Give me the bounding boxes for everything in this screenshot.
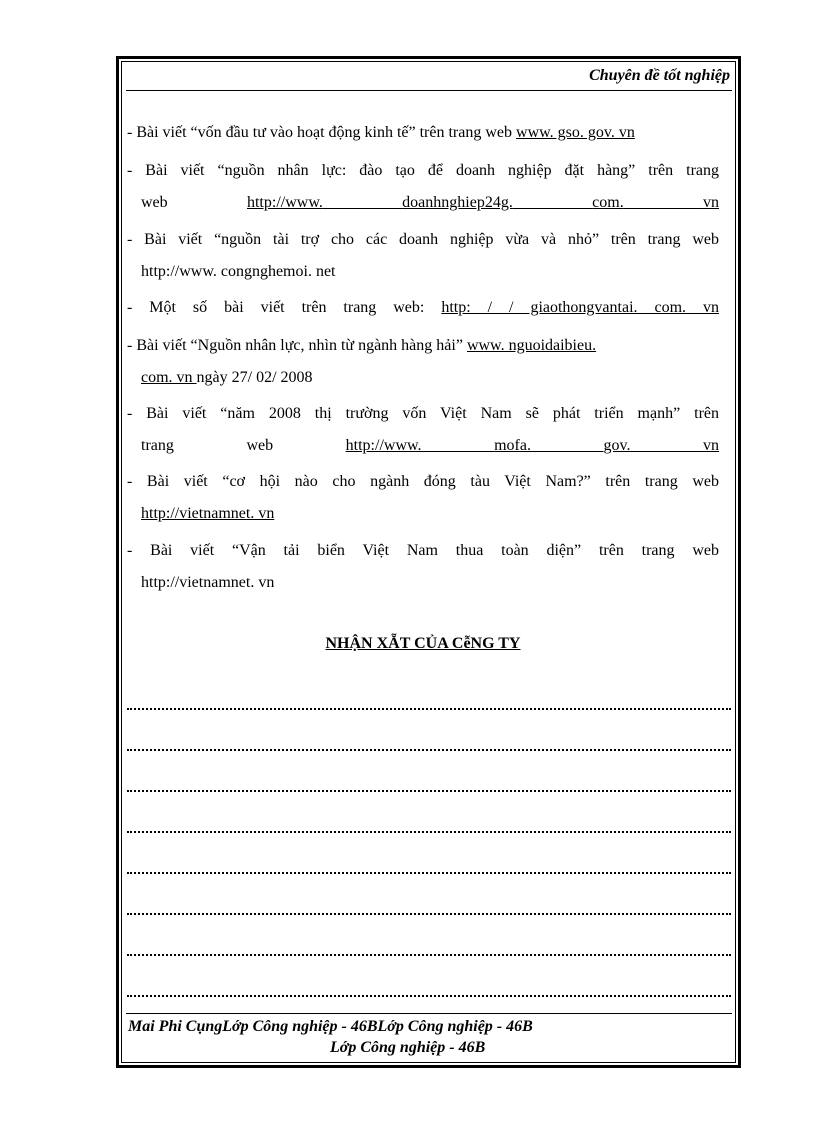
reference-item bbox=[127, 398, 719, 462]
reference-link[interactable]: http: / / giaothongvantai. com. vn bbox=[441, 299, 720, 316]
comment-dotted-line bbox=[127, 731, 731, 751]
reference-link[interactable]: com. vn bbox=[141, 369, 197, 386]
reference-line: - Bài viết “Nguồn nhân lực, nhìn từ ngành hàng hải” www. nguoidaibieu. bbox=[127, 337, 597, 354]
footer-line-2: Lớp Công nghiệp - 46B bbox=[330, 1039, 486, 1056]
reference-line: http://vietnamnet. vn bbox=[141, 574, 275, 591]
reference-item bbox=[127, 224, 719, 288]
reference-line: - Bài viết “vốn đầu tư vào hoạt động kinh tế” trên trang web www. gso. gov. vn bbox=[127, 124, 635, 141]
reference-line: - Bài viết “nguồn nhân lực: đào tạo để doanh nghiệp đặt hàng” trên trang bbox=[127, 162, 719, 179]
reference-line: - Bài viết “năm 2008 thị trường vốn Việt Nam sẽ phát triển mạnh” trên bbox=[127, 405, 719, 422]
reference-line bbox=[127, 498, 719, 530]
reference-line: http://www. congnghemoi. net bbox=[141, 263, 336, 280]
comment-dotted-line bbox=[127, 936, 731, 956]
reference-item bbox=[127, 535, 719, 599]
comment-dotted-line bbox=[127, 690, 731, 710]
footer-line-1: Mai Phi CụngLớp Công nghiệp - 46BLớp Công nghiệp - 46B bbox=[128, 1018, 533, 1035]
reference-line: - Bài viết “Vận tải biển Việt Nam thua toàn diện” trên trang web bbox=[127, 542, 719, 559]
reference-item bbox=[127, 155, 719, 219]
comment-dotted-line bbox=[127, 895, 731, 915]
comment-dotted-line bbox=[127, 772, 731, 792]
reference-line: com. vn ngày 27/ 02/ 2008 bbox=[141, 369, 313, 386]
reference-line: - Bài viết “cơ hội nào cho ngành đóng tàu Việt Nam?” trên trang web bbox=[127, 473, 719, 490]
reference-item bbox=[127, 117, 719, 149]
reference-item bbox=[127, 330, 719, 394]
reference-line: - Bài viết “nguồn tài trợ cho các doanh nghiệp vừa và nhỏ” trên trang web bbox=[127, 231, 719, 248]
company-comments-heading: NHẬN XẴT CỦA CễNG TY bbox=[325, 635, 521, 652]
reference-link[interactable]: www. nguoidaibieu. bbox=[466, 337, 597, 354]
page-header bbox=[126, 66, 732, 91]
reference-item bbox=[127, 466, 719, 530]
reference-line: web http://www. doanhnghiep24g. com. vn bbox=[141, 194, 720, 211]
header-title: Chuyên đề tốt nghiệp bbox=[589, 67, 730, 84]
reference-item bbox=[127, 292, 719, 324]
comment-dotted-line bbox=[127, 813, 731, 833]
reference-line: - Một số bài viết trên trang web: http: / / giaothongvantai. com. vn bbox=[127, 299, 720, 316]
footer-rule bbox=[126, 1013, 732, 1014]
reference-link[interactable]: http://vietnamnet. vn bbox=[141, 505, 275, 522]
comment-dotted-line bbox=[127, 854, 731, 874]
reference-link[interactable]: http://www. mofa. gov. vn bbox=[345, 437, 720, 454]
reference-link[interactable]: http://www. doanhnghiep24g. com. vn bbox=[246, 194, 720, 211]
comment-dotted-line bbox=[127, 977, 731, 997]
reference-link[interactable]: www. gso. gov. vn bbox=[516, 124, 635, 141]
reference-line: trang web http://www. mofa. gov. vn bbox=[141, 437, 720, 454]
